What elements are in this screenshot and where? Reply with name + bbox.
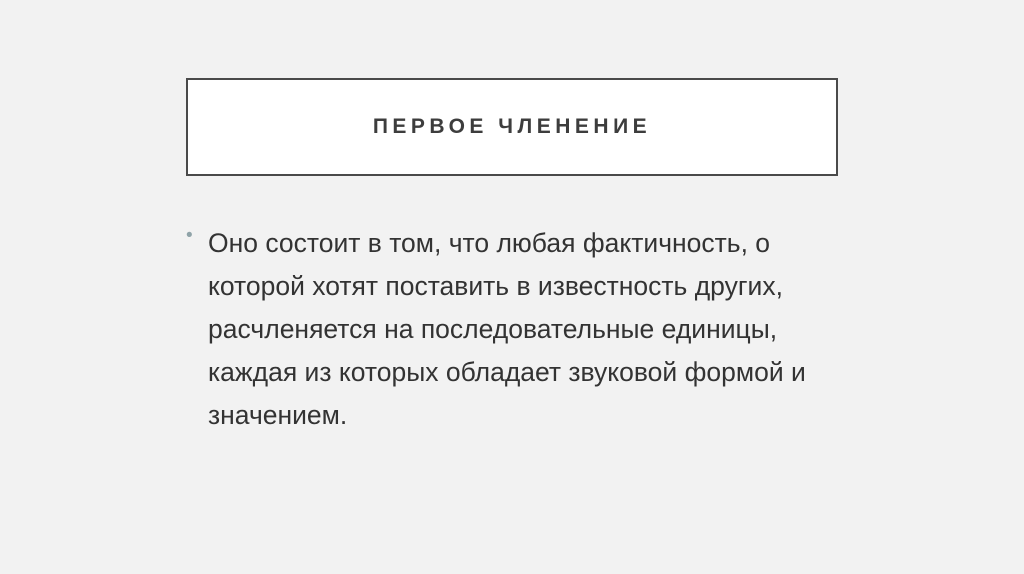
list-item-text: Оно состоит в том, что любая фактичность, о которой хотят поставить в известность других, расчленяется на последовательные единицы, каждая из которых обладает звуковой формой и значением. bbox=[208, 228, 806, 430]
page-title: ПЕРВОЕ ЧЛЕНЕНИЕ bbox=[372, 115, 652, 139]
bullet-dot-icon: • bbox=[186, 225, 193, 246]
slide-body bbox=[186, 222, 866, 437]
slide-title-box bbox=[186, 78, 838, 176]
list-item bbox=[186, 222, 866, 437]
